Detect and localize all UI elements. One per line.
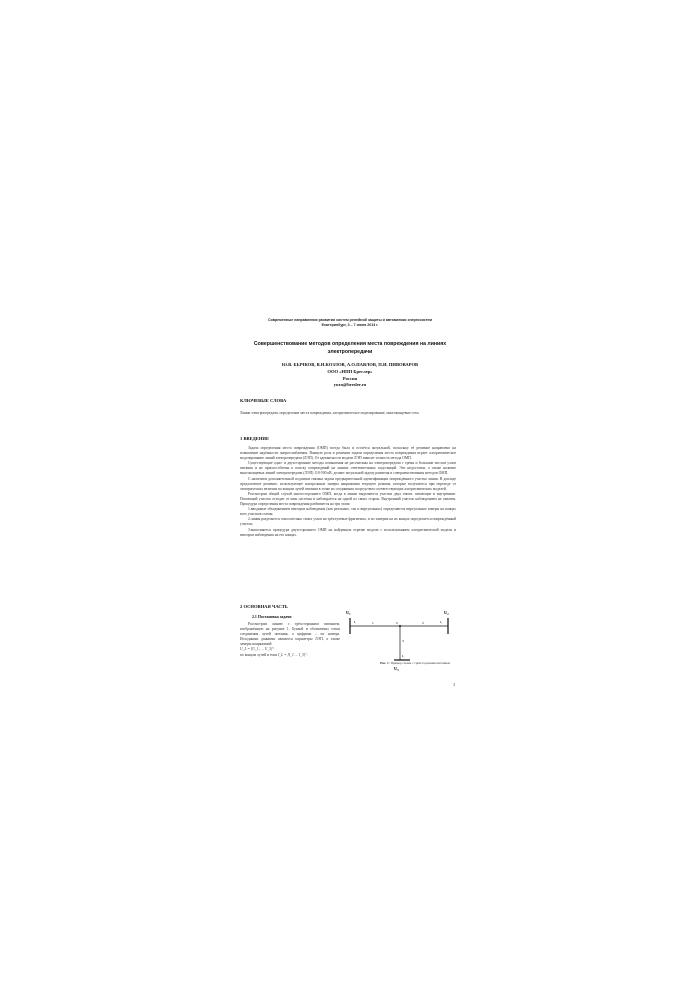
intro-body — [240, 446, 456, 538]
conference-date: Екатеринбург, 3 – 7 июня 2013 г. — [321, 323, 379, 327]
conference-header — [240, 318, 460, 328]
page-number: 1 — [453, 682, 456, 687]
intro-paragraph: 2.линия разделяется относительно своих узлов на трёхлучевые фрагменты, и по замерам на их концах определяется повреждённый участок; — [240, 517, 456, 527]
u1-label: U₁ — [346, 610, 351, 615]
intro-paragraph: Рассмотрим общий случай многостороннего ОМП, когда в линии выделяются участки двух типов: питающие и внутренние. Питающий участок отходит от шин системы и наблюдается на одной из своих сторон. Внутренний участок наблюдением не охвачен. Процедура определения места повреждения разбивается на три этапа: — [240, 491, 456, 507]
paper-title: Совершенствование методов определения места повреждения на линиях электропередачи — [253, 341, 447, 355]
junction-node — [399, 625, 401, 627]
intro-paragraph: 1.вводимые объединением векторов наблюдения (как реальных, так и виртуальных) определяются виртуальные замеры на концах всех участков схемы; — [240, 507, 456, 517]
intro-paragraph: 3.выполняется процедура двухстороннего ОМП на найденном отрезке модели с использованием алгоритмической модели и векторов наблюдения на его концах. — [240, 527, 456, 537]
caption-text: Пример схемы с трёхсторонним питанием — [390, 661, 450, 665]
u2-label: U₂ — [444, 610, 449, 615]
intro-paragraph: С наличием дополнительной подпитки связана задача предварительной идентификации повреждённого участка линии. В докладе предлагаемое решение, использующее контрольные замеры напряжения текущего режима, которые получаются при переходе от электрических величин по концам лучей питания в точке их соединения посредством соответствующих алгоритмических моделей. — [240, 476, 456, 491]
authors-block — [240, 362, 460, 389]
i2-label: I₂ — [440, 620, 443, 624]
segment-3-number: 3 — [402, 639, 404, 643]
keywords-text — [240, 411, 456, 416]
problem-text-a: Рассмотрим линию с трёхсторонним питанием, изображённую на рисунке 1. Буквой и обозначены точки соединения лучей питания, а цифрами – их номера. Исходными данными являются параметры ЛЭП, а также замеры напряжений — [240, 622, 340, 647]
main-heading: 2 ОСНОВНАЯ ЧАСТЬ — [240, 604, 288, 609]
u3-label: U₃ — [394, 666, 399, 671]
intro-paragraph: Задача определения места повреждения (ОМП) всегда была и остаётся актуальной, поскольку её решение направлено на повышение надёжности энергоснабжения. Важную роль в решении задачи определения места повреждения играет алгоритмическое моделирование линий электропередачи (ЛЭП). От адекватности модели ЛЭП зависит точность метода ОМП. — [240, 446, 456, 461]
intro-paragraph: Существующие одно- и двухсторонние методы повышения не рассчитаны на электропередачи с тремя и большим числом узлов питания и не приспособлены к поиску повреждений на линиях ответвительных подстанций. Эти недостатки, а также наличие многоконцевых линий электропередачи (ЛЭП) 110-500 кВ, делают актуальной задачу развития и совершенствования методов ОМП. — [240, 461, 456, 476]
i3-label: I₃ — [402, 654, 405, 658]
node-label: 0 — [396, 621, 398, 625]
author-email: yura@bresler.ru — [333, 382, 367, 388]
problem-text-b: по концам лучей и токи — [240, 652, 278, 657]
figure-caption — [380, 661, 470, 665]
voltage-formula: U_L = [U_1, … U_3]ᵀ — [240, 647, 274, 652]
segment-2-number: 2 — [422, 621, 424, 625]
author-org: ООО «НПП Бреслер» — [327, 368, 373, 374]
conference-name: Современные направления развития систем релейной защиты и автоматики энергосистем — [267, 318, 433, 322]
keywords-paragraph: Линии электропередачи, определение места повреждения, алгоритмическое моделирование, многоконцевые сети. — [240, 411, 420, 415]
author-names: Ю.В. БЫЧКОВ, В.Н.КОЗЛОВ, А.О.ПАВЛОВ, П.И. ПИВОВАРОВ — [281, 362, 419, 367]
current-formula: I_L = [I_1 … I_3]ᵀ. — [278, 652, 308, 657]
subsection-heading: 2.1 Постановка задачи — [252, 615, 292, 619]
intro-heading: 1 ВВЕДЕНИЕ — [240, 436, 270, 441]
problem-text — [240, 622, 340, 658]
author-country: Россия — [342, 375, 358, 381]
three-terminal-diagram — [344, 604, 464, 686]
segment-1-number: 1 — [372, 621, 374, 625]
caption-label: Рис. 1: — [380, 661, 390, 665]
i1-label: I₁ — [354, 620, 357, 624]
keywords-heading: КЛЮЧЕВЫЕ СЛОВА — [240, 398, 287, 403]
